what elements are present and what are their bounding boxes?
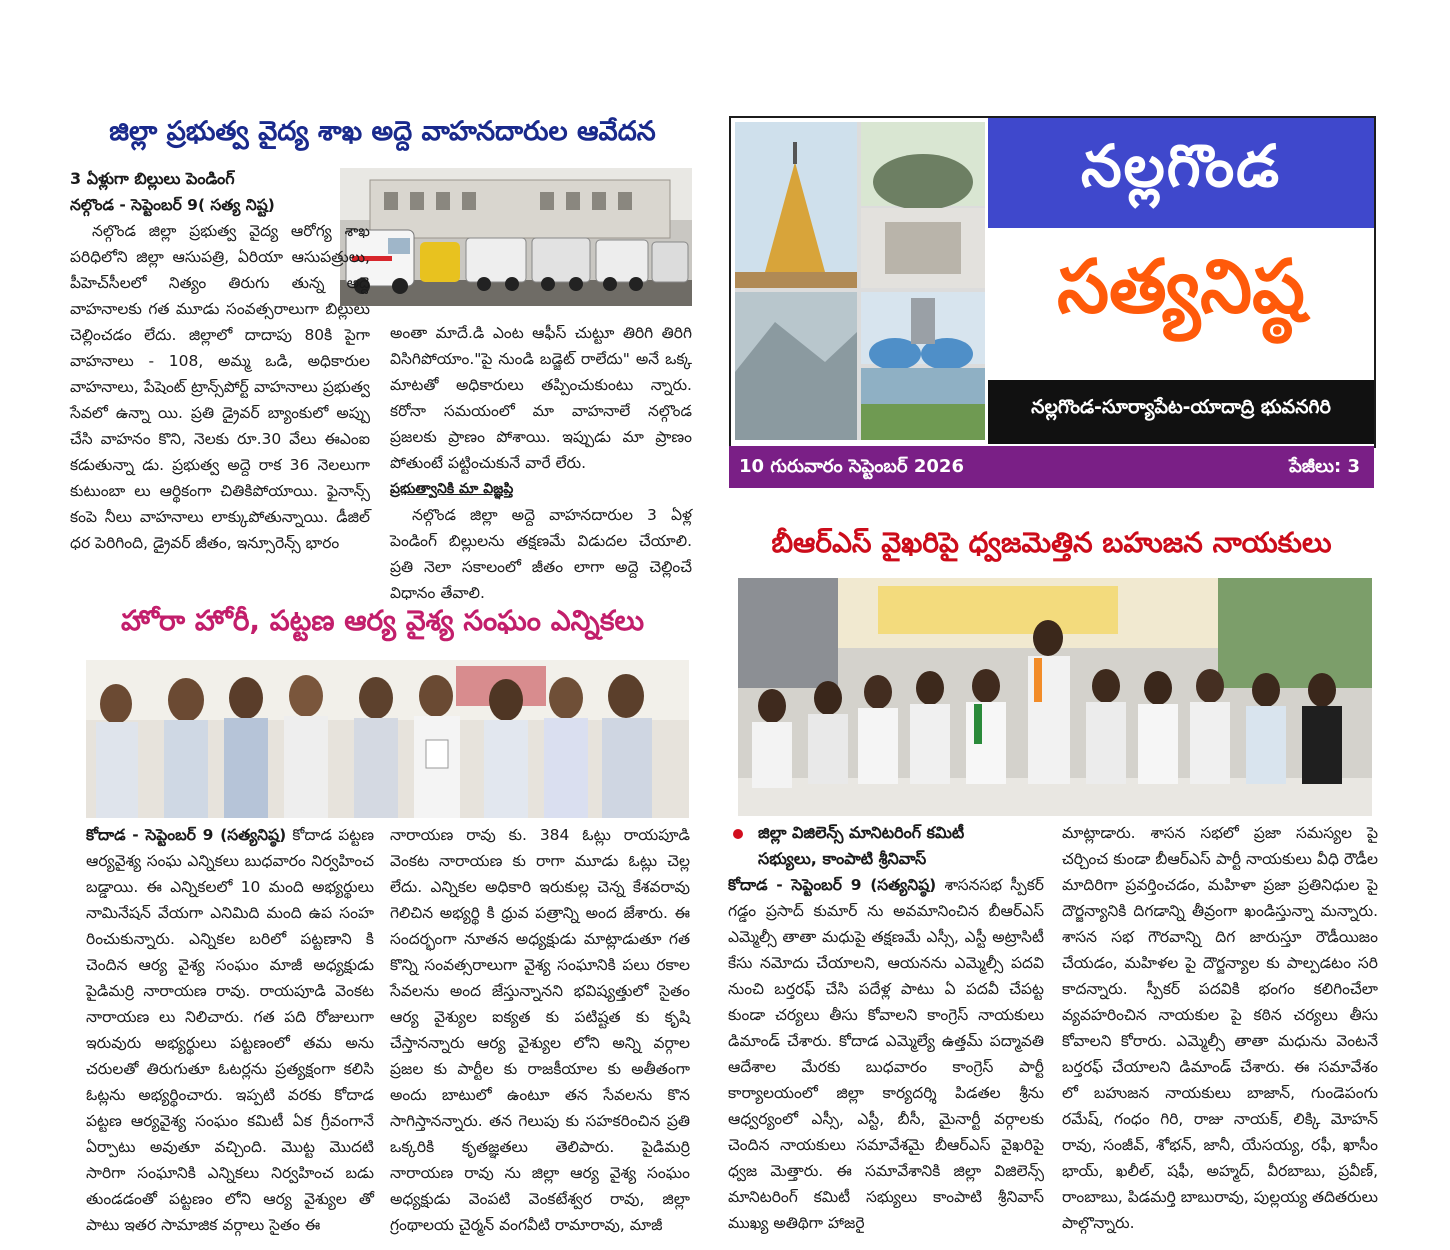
article2-col1-body: కోదాడ పట్టణ ఆర్యవైశ్య సంఘ ఎన్నికలు బుధవారం నిర్వహించ బడ్డాయి. ఈ ఎన్నికలలో 10 మంది అభ్యర్థులు నామినేషన్ వేయగా ఎనిమిది మంది ఉప సంహ రించుకున్నారు. ఎన్నికల బరిలో పట్టణాని కి చెందిన ఆర్య వైశ్య సంఘం మాజీ అధ్యక్షుడు పైడిమర్రి నారాయణ రావు. రాయపూడి వెంకట నారాయణ లు నిలిచారు. గత పది రోజులుగా ఇరువురు అభ్యర్థులు పట్టణంలో తమ అను చరులతో తిరుగుతూ ఓటర్లను ప్రత్యక్షంగా కలిసి ఓట్లను అభ్యర్థించారు. ఇప్పటి వరకు కోదాడ పట్టణ ఆర్యవైశ్య సంఘం కమిటీ ఏక గ్రీవంగానే ఏర్పాటు అవుతూ వచ్చింది. మొట్ట మొదటి సారిగా సంఘానికి ఎన్నికలు నిర్వహించ బడు తుండడంతో పట్టణం లోని ఆర్య వైశ్యుల తో పాటు ఇతర సామాజిక వర్గాలు సైతం ఈ [86,826,374,1234]
article1-subheading: 3 ఏళ్లుగా బిల్లులు పెండింగ్ [70,169,235,188]
leaders-meeting-photo [738,578,1372,816]
masthead-city: నల్లగొండ [1080,132,1282,200]
article3-dateline: కోదాడ - సెప్టెంబర్ 9 (సత్యనిష్ఠ) [728,876,937,894]
article1-column2 [390,320,692,602]
election-meeting-photo [86,660,689,818]
article2-dateline: కోదాడ - సెప్టెంబర్ 9 (సత్యనిష్ఠ) [86,826,287,844]
article1-col2-text: అంతా మాదే.డి ఎంట ఆఫీస్ చుట్టూ తిరిగి తిరిగి విసిగిపోయాం."పై నుండి బడ్జెట్ రాలేదు" అనే ఒక్క మాటతో అధికారులు తప్పించుకుంటు న్నారు. కరోనా సమయంలో మా వాహనాలే నల్గొండ ప్రజలకు ప్రాణం పోశాయి. ఇప్పుడు మా ప్రాణం పోతుంటే పట్టించుకునే వారే లేరు. [390,324,692,472]
masthead [729,116,1376,448]
article1-request-heading: ప్రభుత్వానికి మా విజ్ఞప్తి [390,481,514,497]
article1-column1 [70,218,370,580]
article2-col2-text: నారాయణ రావు కు. 384 ఓట్లు రాయపూడి వెంకట నారాయణ కు రాగా మూడు ఓట్లు చెల్ల లేదు. ఎన్నికల అధికారి ఇరుకుల్ల చెన్న కేశవరావు గెలిచిన అభ్యర్థి కి ధ్రువ పత్రాన్ని అంద జేశారు. ఈ సందర్భంగా నూతన అధ్యక్షుడు మాట్లాడుతూ గత కొన్ని సంవత్సరాలుగా వైశ్య సంఘానికి పలు రకాల సేవలను అంద జేస్తున్నానని భవిష్యత్తులో సైతం ఆర్య వైశ్యుల ఐక్యత కు పటిష్టత కు కృషి చేస్తానన్నారు ఆర్య వైశ్యుల లోని అన్ని వర్గాల ప్రజల కు పార్టీల కు రాజకీయాల కు అతీతంగా అందు బాటులో ఉంటూ తన సేవలను కొన సాగిస్తానన్నారు. తన గెలుపు కు సహకరించిన ప్రతి ఒక్కరికి కృతజ్ఞతలు తెలిపారు. పైడిమర్రి నారాయణ రావు ను జిల్లా ఆర్య వైశ్య సంఘం అధ్యక్షుడు వెంపటి వెంకటేశ్వర రావు, జిల్లా గ్రంథాలయ చైర్మన్ వంగవీటి రామారావు, మాజీ [390,826,690,1234]
date-bar [729,446,1374,488]
page-number: పేజీలు: 3 [1289,456,1360,477]
article3-subheading-1: జిల్లా విజిలెన్స్ మానిటరింగ్ కమిటీ [758,823,965,842]
article1-headline: జిల్లా ప్రభుత్వ వైద్య శాఖ అద్దె వాహనదారుల ఆవేదన [109,116,656,147]
masthead-districts: నల్లగొండ-సూర్యాపేట-యాదాద్రి భువనగిరి [1031,396,1331,418]
article1-dateline: నల్గొండ - సెప్టెంబర్ 9( సత్య నిష్ట) [70,196,275,214]
article2-column2 [390,822,690,1250]
masthead-collage [735,122,985,440]
issue-date: 10 గురువారం సెప్టెంబర్ 2026 [739,456,964,477]
article2-col1-text [86,822,374,1238]
article3-col2-text: మాట్లాడారు. శాసన సభలో ప్రజా సమస్యల పై చర్చించ కుండా బీఆర్ఎస్ పార్టీ నాయకులు వీధి రౌడీల మాదిరిగా ప్రవర్తించడం, మహిళా ప్రజా ప్రతినిధుల పై దౌర్జన్యానికి దిగడాన్ని తీవ్రంగా ఖండిస్తున్నా మన్నారు. శాసన సభ గౌరవాన్ని దిగ జారుస్తూ రౌడీయిజం చేయడం, మహిళల పై దౌర్జన్యాల కు పాల్పడటం సరి కాదన్నారు. స్పీకర్ పదవికి భంగం కలిగించేలా వ్యవహరించిన నాయకుల పై కఠిన చర్యలు తీసు కోవాలని కోరారు. ఎమ్మెల్సీ తాతా మధును వెంటనే బర్తరఫ్ చేయాలని డిమాండ్ చేశారు. ఈ సమావేశం లో బహుజన నాయకులు బాజాన్, గుండెపంగు రమేష్, గంధం గిరి, రాజు నాయక్, లిక్కి మోహన్ రావు, సంజీవ్, శోభన్, జానీ, యేసయ్య, రఫీ, ఖాసీం భాయ్, ఖలీల్, షఫీ, అహ్మద్, వీరబాబు, ప్రవీణ్, రాంబాబు, పిడమర్తి బాబురావు, పుల్లయ్య తదితరులు పాల్గొన్నారు. [1062,824,1378,1232]
article2-column1 [86,822,374,1250]
article3-subheading-2: సభ్యులు, కాంపాటి శ్రీనివాస్ [758,849,927,868]
masthead-paper-name: సత్యనిష్ఠ [1057,244,1305,330]
article3-headline: బీఆర్ఎస్ వైఖరిపై ధ్వజమెత్తిన బహుజన నాయకులు [771,526,1332,559]
article3-column2 [1062,820,1378,1250]
article1-col2b-text: నల్గొండ జిల్లా అద్దె వాహనదారుల 3 ఏళ్ల పెండింగ్ బిల్లులను తక్షణమే విడుదల చేయాలి. ప్రతి నెలా సకాలంలో జీతం లాగా అద్దె చెల్లించే విధానం తేవాలి. [390,506,692,602]
article3-col1-body: శాసనసభ స్పీకర్ గడ్డం ప్రసాద్ కుమార్ ను అవమానించిన బీఆర్ఎస్ ఎమ్మెల్సీ తాతా మధుపై తక్షణమే ఎస్సీ, ఎస్టీ అట్రాసిటీ కేసు నమోదు చేయాలని, ఆయనను ఎమ్మెల్సీ పదవి నుంచి బర్తరఫ్ చేసి పదేళ్ల పాటు ఏ పదవీ చేపట్ట కుండా చర్యలు తీసు కోవాలని కాంగ్రెస్ నాయకులు డిమాండ్ చేశారు. కోదాడ ఎమ్మెల్యే ఉత్తమ్ పద్మావతి ఆదేశాల మేరకు బుధవారం కాంగ్రెస్ పార్టీ కార్యాలయంలో జిల్లా కార్యదర్శి పిడతల శ్రీను ఆధ్వర్యంలో ఎస్సీ, ఎస్టీ, బీసీ, మైనార్టీ వర్గాలకు చెందిన నాయకులు సమావేశమై బీఆర్ఎస్ వైఖరిపై ధ్వజ మెత్తారు. ఈ సమావేశానికి జిల్లా విజిలెన్స్ మానిటరింగ్ కమిటీ సభ్యులు కాంపాటి శ్రీనివాస్ ముఖ్య అతిథిగా హాజరై [728,876,1044,1232]
ambulance-fleet-photo [340,168,692,306]
article3-column1 [728,820,1044,1250]
article2-headline: హోరా హోరీ, పట్టణ ఆర్య వైశ్య సంఘం ఎన్నికలు [120,604,645,637]
article3-col1-text [728,872,1044,1236]
article1-col1-text: నల్గొండ జిల్లా ప్రభుత్వ వైద్య ఆరోగ్య శాఖ పరిధిలోని జిల్లా ఆసుపత్రి, ఏరియా ఆసుపత్రులు, పీహెచ్‌సీలలో నిత్యం తిరుగు తున్న అద్దె వాహనాలకు గత మూడు సంవత్సరాలుగా బిల్లులు చెల్లించడం లేదు. జిల్లాలో దాదాపు 80కి పైగా వాహనాలు - 108, అమ్మ ఒడి, అధికారుల వాహనాలు, పేషెంట్ ట్రాన్స్‌పోర్ట్ వాహనాలు ప్రభుత్వ సేవలో ఉన్నా యి. ప్రతి డ్రైవర్ బ్యాంకులో అప్పు చేసి వాహనం కొని, నెలకు రూ.30 వేలు ఈఎంఐ కడుతున్నా డు. ప్రభుత్వ అద్దె రాక 36 నెలలుగా కుటుంబా లు ఆర్థికంగా చితికిపోయాయి. ఫైనాన్స్ కంపె నీలు వాహనాలు లాక్కుపోతున్నాయి. డీజిల్ ధర పెరిగింది, డ్రైవర్ జీతం, ఇన్సూరెన్స్ భారం [70,222,370,552]
